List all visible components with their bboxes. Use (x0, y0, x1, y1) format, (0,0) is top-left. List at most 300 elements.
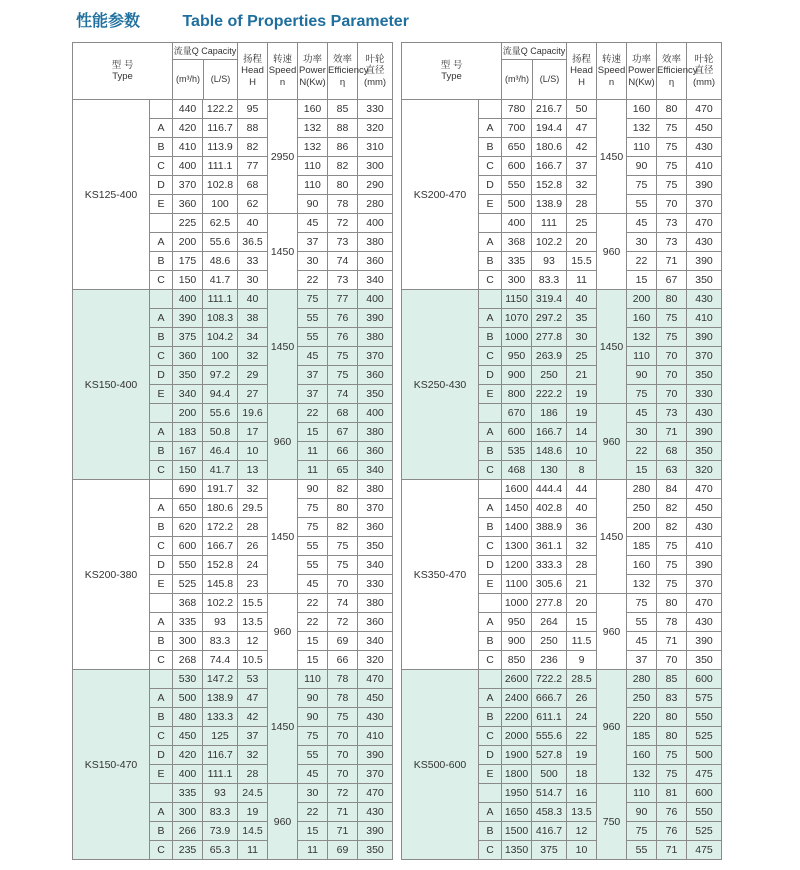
efficiency-cell: 75 (328, 708, 358, 727)
variant-cell: D (479, 366, 502, 385)
head-cell: 21 (567, 575, 597, 594)
power-cell: 90 (298, 708, 328, 727)
head-cell: 25 (567, 214, 597, 233)
capacity-m3h-cell: 950 (502, 613, 532, 632)
capacity-ls-cell: 145.8 (203, 575, 238, 594)
capacity-ls-cell: 194.4 (532, 119, 567, 138)
head-cell: 24.5 (238, 784, 268, 803)
speed-cn: 转速 (602, 53, 622, 65)
capacity-ls-cell: 138.9 (203, 689, 238, 708)
variant-cell (150, 214, 173, 233)
efficiency-cell: 70 (657, 347, 687, 366)
capacity-m3h-cell: 650 (173, 499, 203, 518)
power-cn: 功率 (632, 53, 652, 65)
power-cell: 280 (627, 480, 657, 499)
head-en: Head (570, 65, 593, 77)
table-row (402, 290, 722, 309)
capacity-ls-cell: 46.4 (203, 442, 238, 461)
variant-cell: E (150, 575, 173, 594)
head-cell: 33 (238, 252, 268, 271)
power-cell: 75 (298, 290, 328, 309)
power-cell: 55 (298, 309, 328, 328)
efficiency-cell: 75 (657, 537, 687, 556)
power-cell: 37 (298, 366, 328, 385)
head-cell: 10 (567, 442, 597, 461)
variant-cell (150, 100, 173, 119)
capacity-m3h-cell: 670 (502, 404, 532, 423)
capacity-m3h-cell: 420 (173, 119, 203, 138)
capacity-ls-cell: 50.8 (203, 423, 238, 442)
impeller-cn: 叶轮 (365, 53, 385, 65)
head-cell: 40 (567, 499, 597, 518)
efficiency-cell: 82 (328, 480, 358, 499)
speed-cell: 1450 (268, 670, 298, 784)
efficiency-cell: 82 (328, 157, 358, 176)
variant-cell (479, 100, 502, 119)
head-cell: 47 (238, 689, 268, 708)
power-cell: 200 (627, 518, 657, 537)
head-cell: 36 (567, 518, 597, 537)
power-cell: 280 (627, 670, 657, 689)
head-cell: 30 (567, 328, 597, 347)
title-english: Table of Properties Parameter (182, 13, 409, 30)
capacity-m3h-cell: 850 (502, 651, 532, 670)
head-cell: 28 (567, 556, 597, 575)
head-cell: 95 (238, 100, 268, 119)
variant-cell: C (479, 347, 502, 366)
power-cell: 75 (298, 727, 328, 746)
power-cell: 22 (627, 442, 657, 461)
header-cell (627, 43, 657, 100)
impeller-cell: 390 (687, 423, 722, 442)
variant-cell (479, 214, 502, 233)
head-cell: 26 (567, 689, 597, 708)
efficiency-cell: 71 (657, 632, 687, 651)
capacity-ls-cell: 611.1 (532, 708, 567, 727)
capacity-ls-cell: 250 (532, 632, 567, 651)
capacity-m3h-cell: 235 (173, 841, 203, 860)
impeller-cell: 350 (358, 841, 393, 860)
efficiency-cell: 82 (657, 518, 687, 537)
capacity-ls-cell: 102.2 (203, 594, 238, 613)
power-cell: 75 (298, 499, 328, 518)
efficiency-cell: 75 (657, 765, 687, 784)
capacity-m3h-cell: 950 (502, 347, 532, 366)
impeller-cell: 550 (687, 803, 722, 822)
efficiency-cell: 75 (657, 157, 687, 176)
head-cell: 29 (238, 366, 268, 385)
efficiency-cell: 77 (328, 290, 358, 309)
head-sym: H (578, 76, 585, 88)
head-cell: 82 (238, 138, 268, 157)
impeller-cell: 470 (687, 214, 722, 233)
table-row (73, 290, 393, 309)
header-cell (597, 43, 627, 100)
capacity-m3h-cell: 266 (173, 822, 203, 841)
capacity-ls-cell: 236 (532, 651, 567, 670)
head-cell: 24 (238, 556, 268, 575)
impeller-en: 直径 (694, 65, 714, 77)
head-cell: 19 (567, 404, 597, 423)
variant-cell: C (150, 271, 173, 290)
variant-cell: C (150, 537, 173, 556)
capacity-m3h-cell: 620 (173, 518, 203, 537)
capacity-m3h-cell: 1200 (502, 556, 532, 575)
efficiency-cell: 71 (328, 822, 358, 841)
capacity-ls-cell: 416.7 (532, 822, 567, 841)
head-cell: 15.5 (238, 594, 268, 613)
variant-cell (150, 784, 173, 803)
power-cell: 200 (627, 290, 657, 309)
capacity-m3h-cell: 650 (502, 138, 532, 157)
variant-cell: A (150, 499, 173, 518)
capacity-ls-cell: 458.3 (532, 803, 567, 822)
efficiency-cell: 73 (657, 404, 687, 423)
capacity-ls-cell: 97.2 (203, 366, 238, 385)
power-cell: 75 (298, 518, 328, 537)
head-cell: 20 (567, 233, 597, 252)
head-cell: 10 (238, 442, 268, 461)
speed-cell: 1450 (597, 290, 627, 404)
head-cell: 40 (238, 214, 268, 233)
power-cell: 132 (627, 328, 657, 347)
capacity-ls-cell: 514.7 (532, 784, 567, 803)
impeller-cell: 370 (358, 765, 393, 784)
efficiency-cell: 63 (657, 461, 687, 480)
head-cell: 25 (567, 347, 597, 366)
head-cell: 53 (238, 670, 268, 689)
power-cell: 132 (627, 575, 657, 594)
capacity-ls-cell: 555.6 (532, 727, 567, 746)
variant-cell (479, 480, 502, 499)
impeller-cell: 390 (687, 252, 722, 271)
head-cell: 19 (567, 385, 597, 404)
efficiency-cell: 80 (328, 499, 358, 518)
power-cell: 55 (298, 328, 328, 347)
capacity-ls-cell: 122.2 (203, 100, 238, 119)
table-row (402, 480, 722, 499)
head-sym: H (249, 76, 256, 88)
impeller-unit: (mm) (692, 76, 716, 88)
power-cell: 15 (627, 461, 657, 480)
head-cell: 21 (567, 366, 597, 385)
variant-cell (150, 594, 173, 613)
efficiency-cell: 73 (328, 271, 358, 290)
capacity-ls-cell: 500 (532, 765, 567, 784)
power-cell: 75 (627, 176, 657, 195)
capacity-m3h-cell: 480 (173, 708, 203, 727)
impeller-cell: 430 (687, 613, 722, 632)
impeller-cell: 575 (687, 689, 722, 708)
impeller-cell: 320 (687, 461, 722, 480)
capacity-m3h-cell: 550 (173, 556, 203, 575)
power-cell: 55 (627, 613, 657, 632)
head-cell: 11 (567, 271, 597, 290)
variant-cell: C (150, 347, 173, 366)
capacity-m3h-cell: 183 (173, 423, 203, 442)
capacity-ls-cell: 55.6 (203, 404, 238, 423)
capacity-ls-cell: 148.6 (532, 442, 567, 461)
capacity-ls-cell: 133.3 (203, 708, 238, 727)
capacity-ls-cell: 305.6 (532, 575, 567, 594)
power-cell: 45 (627, 404, 657, 423)
header-cell (298, 43, 328, 100)
capacity-ls-cell: 722.2 (532, 670, 567, 689)
capacity-ls-cell: 333.3 (532, 556, 567, 575)
head-cell: 28 (238, 765, 268, 784)
head-cell: 27 (238, 385, 268, 404)
speed-cell: 960 (268, 404, 298, 480)
efficiency-cell: 86 (328, 138, 358, 157)
variant-cell: A (479, 119, 502, 138)
variant-cell: C (479, 157, 502, 176)
impeller-cell: 280 (358, 195, 393, 214)
capacity-ls-cell: 93 (203, 613, 238, 632)
variant-cell: B (479, 708, 502, 727)
capacity-ls-cell: 186 (532, 404, 567, 423)
speed-cell: 960 (597, 670, 627, 784)
capacity-ls-cell: 93 (203, 784, 238, 803)
unit-ls: (L/S) (210, 73, 231, 84)
efficiency-cell: 67 (657, 271, 687, 290)
power-cell: 55 (298, 746, 328, 765)
capacity-ls-cell: 277.8 (532, 328, 567, 347)
head-cell: 32 (567, 176, 597, 195)
capacity-ls-cell: 263.9 (532, 347, 567, 366)
head-cell: 19 (567, 746, 597, 765)
capacity-m3h-cell: 400 (173, 157, 203, 176)
capacity-ls-cell: 62.5 (203, 214, 238, 233)
head-cell: 77 (238, 157, 268, 176)
capacity-ls-cell: 93 (532, 252, 567, 271)
efficiency-cell: 76 (657, 822, 687, 841)
power-cell: 160 (627, 746, 657, 765)
power-cell: 22 (298, 271, 328, 290)
efficiency-cell: 75 (657, 176, 687, 195)
variant-cell: B (479, 138, 502, 157)
impeller-cell: 430 (687, 138, 722, 157)
speed-en: Speed (268, 65, 297, 77)
head-cell: 19.6 (238, 404, 268, 423)
eff-en: Efficiency (657, 65, 698, 77)
table-row (402, 670, 722, 689)
head-cell: 34 (238, 328, 268, 347)
head-cell: 40 (567, 290, 597, 309)
head-en: Head (241, 65, 264, 77)
power-cell: 110 (298, 176, 328, 195)
head-cell: 11 (238, 841, 268, 860)
efficiency-cell: 70 (657, 195, 687, 214)
efficiency-cell: 75 (657, 138, 687, 157)
power-cell: 11 (298, 461, 328, 480)
power-cell: 75 (627, 822, 657, 841)
head-cell: 26 (238, 537, 268, 556)
impeller-cell: 430 (687, 518, 722, 537)
variant-cell: B (150, 518, 173, 537)
speed-cell: 750 (597, 784, 627, 860)
variant-cell: B (479, 632, 502, 651)
head-cell: 14.5 (238, 822, 268, 841)
variant-cell: E (150, 385, 173, 404)
variant-cell: C (479, 537, 502, 556)
impeller-cell: 470 (687, 100, 722, 119)
head-cell: 37 (567, 157, 597, 176)
head-cn: 扬程 (243, 53, 263, 65)
properties-table-left (72, 42, 393, 860)
variant-cell: C (150, 157, 173, 176)
capacity-ls-cell: 264 (532, 613, 567, 632)
capacity-ls-cell: 152.8 (532, 176, 567, 195)
variant-cell: E (479, 385, 502, 404)
impeller-cell: 390 (358, 746, 393, 765)
power-cell: 45 (298, 575, 328, 594)
efficiency-cell: 70 (328, 765, 358, 784)
variant-cell: D (479, 556, 502, 575)
capacity-ls-cell: 48.6 (203, 252, 238, 271)
capacity-ls-cell: 41.7 (203, 461, 238, 480)
capacity-m3h-cell: 335 (502, 252, 532, 271)
capacity-ls-cell: 166.7 (532, 157, 567, 176)
efficiency-cell: 68 (657, 442, 687, 461)
power-cell: 220 (627, 708, 657, 727)
impeller-cell: 500 (687, 746, 722, 765)
impeller-cell: 390 (687, 556, 722, 575)
capacity-m3h-cell: 2000 (502, 727, 532, 746)
efficiency-cell: 67 (328, 423, 358, 442)
impeller-cell: 340 (358, 632, 393, 651)
head-cell: 16 (567, 784, 597, 803)
power-cell: 90 (627, 366, 657, 385)
efficiency-cell: 70 (328, 746, 358, 765)
efficiency-cell: 82 (328, 518, 358, 537)
power-cell: 11 (298, 841, 328, 860)
variant-cell (479, 594, 502, 613)
impeller-cell: 380 (358, 233, 393, 252)
capacity-m3h-cell: 200 (173, 233, 203, 252)
power-unit: N(Kw) (299, 76, 326, 88)
capacity-ls-cell: 83.3 (532, 271, 567, 290)
capacity-ls-cell: 125 (203, 727, 238, 746)
capacity-ls-cell: 65.3 (203, 841, 238, 860)
capacity-m3h-cell: 1950 (502, 784, 532, 803)
capacity-m3h-cell: 375 (173, 328, 203, 347)
impeller-cell: 550 (687, 708, 722, 727)
efficiency-cell: 76 (657, 803, 687, 822)
capacity-ls-cell: 102.2 (532, 233, 567, 252)
impeller-cell: 400 (358, 290, 393, 309)
impeller-cell: 300 (358, 157, 393, 176)
variant-cell: A (150, 119, 173, 138)
capacity-m3h-cell: 175 (173, 252, 203, 271)
power-cell: 160 (298, 100, 328, 119)
table-row (402, 100, 722, 119)
head-cell: 8 (567, 461, 597, 480)
power-cell: 110 (627, 347, 657, 366)
head-cell: 24 (567, 708, 597, 727)
power-cell: 45 (627, 632, 657, 651)
capacity-m3h-cell: 335 (173, 613, 203, 632)
efficiency-cell: 76 (328, 309, 358, 328)
impeller-cell: 370 (687, 347, 722, 366)
variant-cell: B (150, 328, 173, 347)
capacity-m3h-cell: 1650 (502, 803, 532, 822)
efficiency-cell: 69 (328, 632, 358, 651)
impeller-cell: 470 (358, 784, 393, 803)
head-cell: 10 (567, 841, 597, 860)
impeller-cell: 350 (687, 442, 722, 461)
impeller-cell: 430 (687, 404, 722, 423)
capacity-m3h-cell: 360 (173, 347, 203, 366)
capacity-ls-cell: 152.8 (203, 556, 238, 575)
capacity-m3h-cell: 900 (502, 632, 532, 651)
speed-cell: 960 (268, 594, 298, 670)
capacity-m3h-cell: 167 (173, 442, 203, 461)
efficiency-cell: 70 (657, 385, 687, 404)
efficiency-cell: 75 (328, 556, 358, 575)
speed-cell: 960 (597, 214, 627, 290)
model-name: KS250-430 (402, 290, 479, 480)
header-cell (73, 43, 173, 100)
efficiency-cell: 72 (328, 214, 358, 233)
capacity-m3h-cell: 420 (173, 746, 203, 765)
variant-cell: A (150, 689, 173, 708)
capacity-ls-cell: 104.2 (203, 328, 238, 347)
head-cell: 40 (238, 290, 268, 309)
capacity-ls-cell: 444.4 (532, 480, 567, 499)
head-cell: 35 (567, 309, 597, 328)
variant-cell: C (150, 461, 173, 480)
power-cell: 185 (627, 727, 657, 746)
speed-cell: 1450 (597, 100, 627, 214)
capacity-ls-cell: 222.2 (532, 385, 567, 404)
impeller-cell: 380 (358, 423, 393, 442)
efficiency-cell: 75 (328, 537, 358, 556)
capacity-m3h-cell: 1100 (502, 575, 532, 594)
efficiency-cell: 65 (328, 461, 358, 480)
efficiency-cell: 69 (328, 841, 358, 860)
head-cell: 13.5 (238, 613, 268, 632)
impeller-cell: 430 (687, 233, 722, 252)
power-cell: 45 (298, 765, 328, 784)
power-cell: 37 (298, 233, 328, 252)
variant-cell: A (150, 613, 173, 632)
efficiency-cell: 80 (657, 290, 687, 309)
power-cell: 90 (298, 689, 328, 708)
eff-sym: η (668, 76, 675, 88)
power-cell: 37 (627, 651, 657, 670)
variant-cell: A (479, 613, 502, 632)
title-chinese: 性能参数 (76, 11, 141, 30)
efficiency-cell: 80 (328, 176, 358, 195)
impeller-cell: 380 (358, 328, 393, 347)
power-cell: 90 (298, 195, 328, 214)
head-cell: 42 (567, 138, 597, 157)
efficiency-cell: 80 (657, 727, 687, 746)
eff-cn: 效率 (333, 53, 353, 65)
efficiency-cell: 71 (657, 841, 687, 860)
capacity-m3h-cell: 600 (173, 537, 203, 556)
capacity-m3h-cell: 690 (173, 480, 203, 499)
efficiency-cell: 88 (328, 119, 358, 138)
efficiency-cell: 78 (328, 689, 358, 708)
head-cell: 28 (567, 195, 597, 214)
capacity-ls-cell: 527.8 (532, 746, 567, 765)
impeller-cell: 390 (687, 328, 722, 347)
variant-cell: C (150, 841, 173, 860)
head-cell: 37 (238, 727, 268, 746)
capacity-m3h-cell: 390 (173, 309, 203, 328)
impeller-cell: 390 (687, 632, 722, 651)
